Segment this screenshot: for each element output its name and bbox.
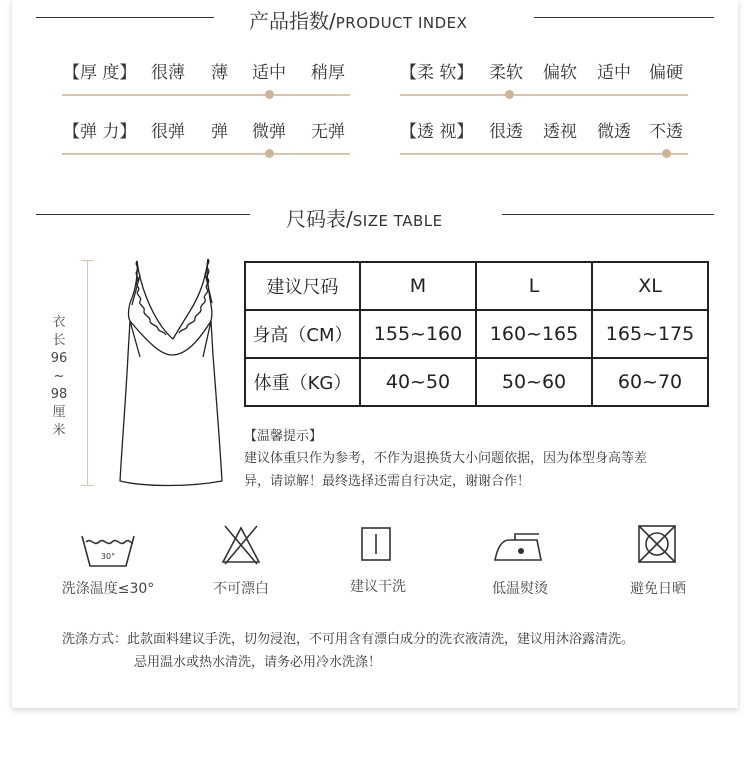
no-bleach-icon (211, 520, 271, 568)
attr-option: 薄 (211, 63, 228, 83)
size-table (244, 261, 709, 407)
scale-marker (265, 90, 274, 99)
table-header-cell: 建议尺码 (245, 262, 360, 310)
care-label-iron: 低温熨烫 (492, 581, 548, 597)
size-table-title: 尺码表/SIZE TABLE (286, 207, 443, 231)
attr-label: 【透 视】 (400, 122, 474, 142)
attr-label: 【柔 软】 (400, 63, 474, 83)
attr-thickness (63, 58, 363, 82)
scale-elasticity (62, 153, 350, 155)
attr-option: 偏软 (543, 63, 577, 83)
attr-option: 透视 (543, 122, 577, 142)
care-label-sun: 避免日晒 (630, 581, 686, 597)
scale-marker (505, 90, 514, 99)
scale-marker (662, 149, 671, 158)
divider-left (36, 17, 214, 18)
table-header-cell: XL (592, 262, 708, 310)
divider-right (502, 214, 714, 215)
tip-line: 建议体重只作为参考，不作为退换货大小问题依据，因为体型身高等差 (244, 451, 648, 466)
product-index-title: 产品指数/PRODUCT INDEX (249, 9, 468, 33)
attr-option: 柔软 (489, 63, 523, 83)
no-sun-icon (627, 520, 687, 568)
table-cell: 160~165 (476, 310, 592, 358)
attr-transparency (400, 117, 700, 141)
table-cell: 60~70 (592, 358, 708, 406)
table-header-cell: M (360, 262, 476, 310)
slip-dress-sketch (110, 255, 235, 491)
attr-elasticity (63, 117, 363, 141)
tip-title: 【温馨提示】 (244, 429, 323, 444)
table-header-row (245, 262, 708, 310)
attr-option: 微弹 (252, 122, 286, 142)
scale-marker (265, 149, 274, 158)
wash-temp-text: 30° (100, 552, 116, 561)
table-cell: 155~160 (360, 310, 476, 358)
attr-option: 弹 (211, 122, 228, 142)
wash-instructions: 忌用温水或热水清洗，请务必用冷水洗涤！ (134, 655, 382, 670)
scale-transparency (400, 153, 688, 155)
attr-option: 很弹 (151, 122, 185, 142)
attr-option: 适中 (597, 63, 631, 83)
attr-option: 无弹 (311, 122, 345, 142)
tip-line: 异，请谅解！最终选择还需自行决定，谢谢合作！ (244, 474, 531, 489)
low-iron-icon (489, 524, 549, 572)
attr-softness (400, 58, 700, 82)
length-measure-cap-top (81, 260, 94, 261)
length-measure-line (87, 260, 88, 486)
attr-option: 不透 (649, 122, 683, 142)
attr-option: 偏硬 (649, 63, 683, 83)
attr-option: 适中 (252, 63, 286, 83)
wash-instructions: 洗涤方式：此款面料建议手洗，切勿浸泡，不可用含有漂白成分的洗衣液清洗，建议用沐浴露清洗。 (62, 632, 635, 647)
table-cell: 身高（CM） (245, 310, 360, 358)
scale-softness (400, 94, 688, 96)
length-measure-cap-bottom (81, 485, 94, 486)
attr-option: 微透 (597, 122, 631, 142)
care-label-dryclean: 建议干洗 (350, 579, 406, 595)
attr-option: 稍厚 (311, 63, 345, 83)
table-cell: 50~60 (476, 358, 592, 406)
attr-label: 【厚 度】 (63, 63, 137, 83)
scale-thickness (62, 94, 350, 96)
attr-option: 很薄 (151, 63, 185, 83)
table-row (245, 358, 708, 406)
dry-clean-icon (346, 520, 406, 568)
table-row (245, 310, 708, 358)
attr-option: 很透 (489, 122, 523, 142)
table-header-cell: L (476, 262, 592, 310)
care-label-wash: 洗涤温度≤30° (61, 581, 155, 597)
divider-right (534, 17, 714, 18)
attr-label: 【弹 力】 (63, 122, 137, 142)
divider-left (36, 214, 250, 215)
table-cell: 40~50 (360, 358, 476, 406)
care-label-bleach: 不可漂白 (213, 581, 269, 597)
table-cell: 体重（KG） (245, 358, 360, 406)
length-label: 衣 长 96 ~ 98 厘 米 (50, 315, 68, 438)
table-cell: 165~175 (592, 310, 708, 358)
wash-30-icon (78, 526, 138, 574)
